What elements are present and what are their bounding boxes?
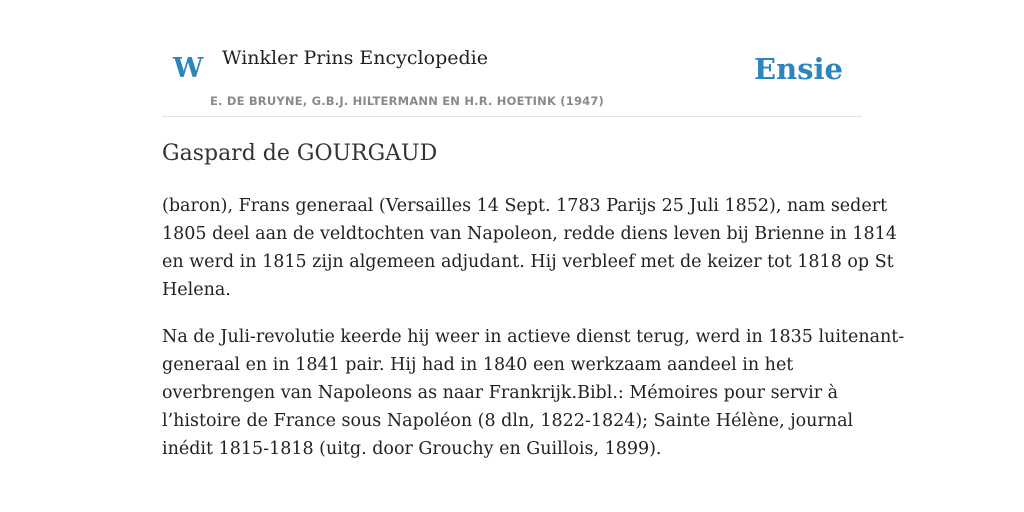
entry-title: Gaspard de GOURGAUD: [162, 141, 438, 166]
entry-paragraph-2: [162, 323, 905, 463]
paragraph-line: l’histoire de France sous Napoléon (8 dln, 1822-1824); Sainte Hélène, journal: [162, 411, 854, 431]
publication-title-link[interactable]: Winkler Prins Encyclopedie: [222, 47, 488, 69]
entry-content: [162, 138, 905, 463]
paragraph-line: en werd in 1815 zijn algemeen adjudant. Hij verbleef met de keizer tot 1818 op St: [162, 252, 894, 272]
paragraph-line: inédit 1815-1818 (uitg. door Grouchy en Guillois, 1899).: [162, 439, 662, 459]
paragraph-line: (baron), Frans generaal (Versailles 14 Sept. 1783 Parijs 25 Juli 1852), nam sedert: [162, 196, 888, 216]
publication-authors: E. DE BRUYNE, G.B.J. HILTERMANN EN H.R. HOETINK (1947): [210, 94, 605, 108]
publication-logo[interactable]: W: [173, 53, 204, 84]
entry-paragraph-1: [162, 192, 897, 304]
paragraph-line: Helena.: [162, 280, 231, 300]
paragraph-line: overbrengen van Napoleons as naar Frankrijk.Bibl.: Mémoires pour servir à: [162, 383, 839, 403]
paragraph-line: Na de Juli-revolutie keerde hij weer in actieve dienst terug, werd in 1835 luitenant-: [162, 327, 905, 347]
publication-header: [162, 0, 862, 117]
ensie-logo-link[interactable]: Ensie: [754, 52, 843, 86]
paragraph-line: 1805 deel aan de veldtochten van Napoleon, redde diens leven bij Brienne in 1814: [162, 224, 897, 244]
paragraph-line: generaal en in 1841 pair. Hij had in 1840 een werkzaam aandeel in het: [162, 355, 794, 375]
